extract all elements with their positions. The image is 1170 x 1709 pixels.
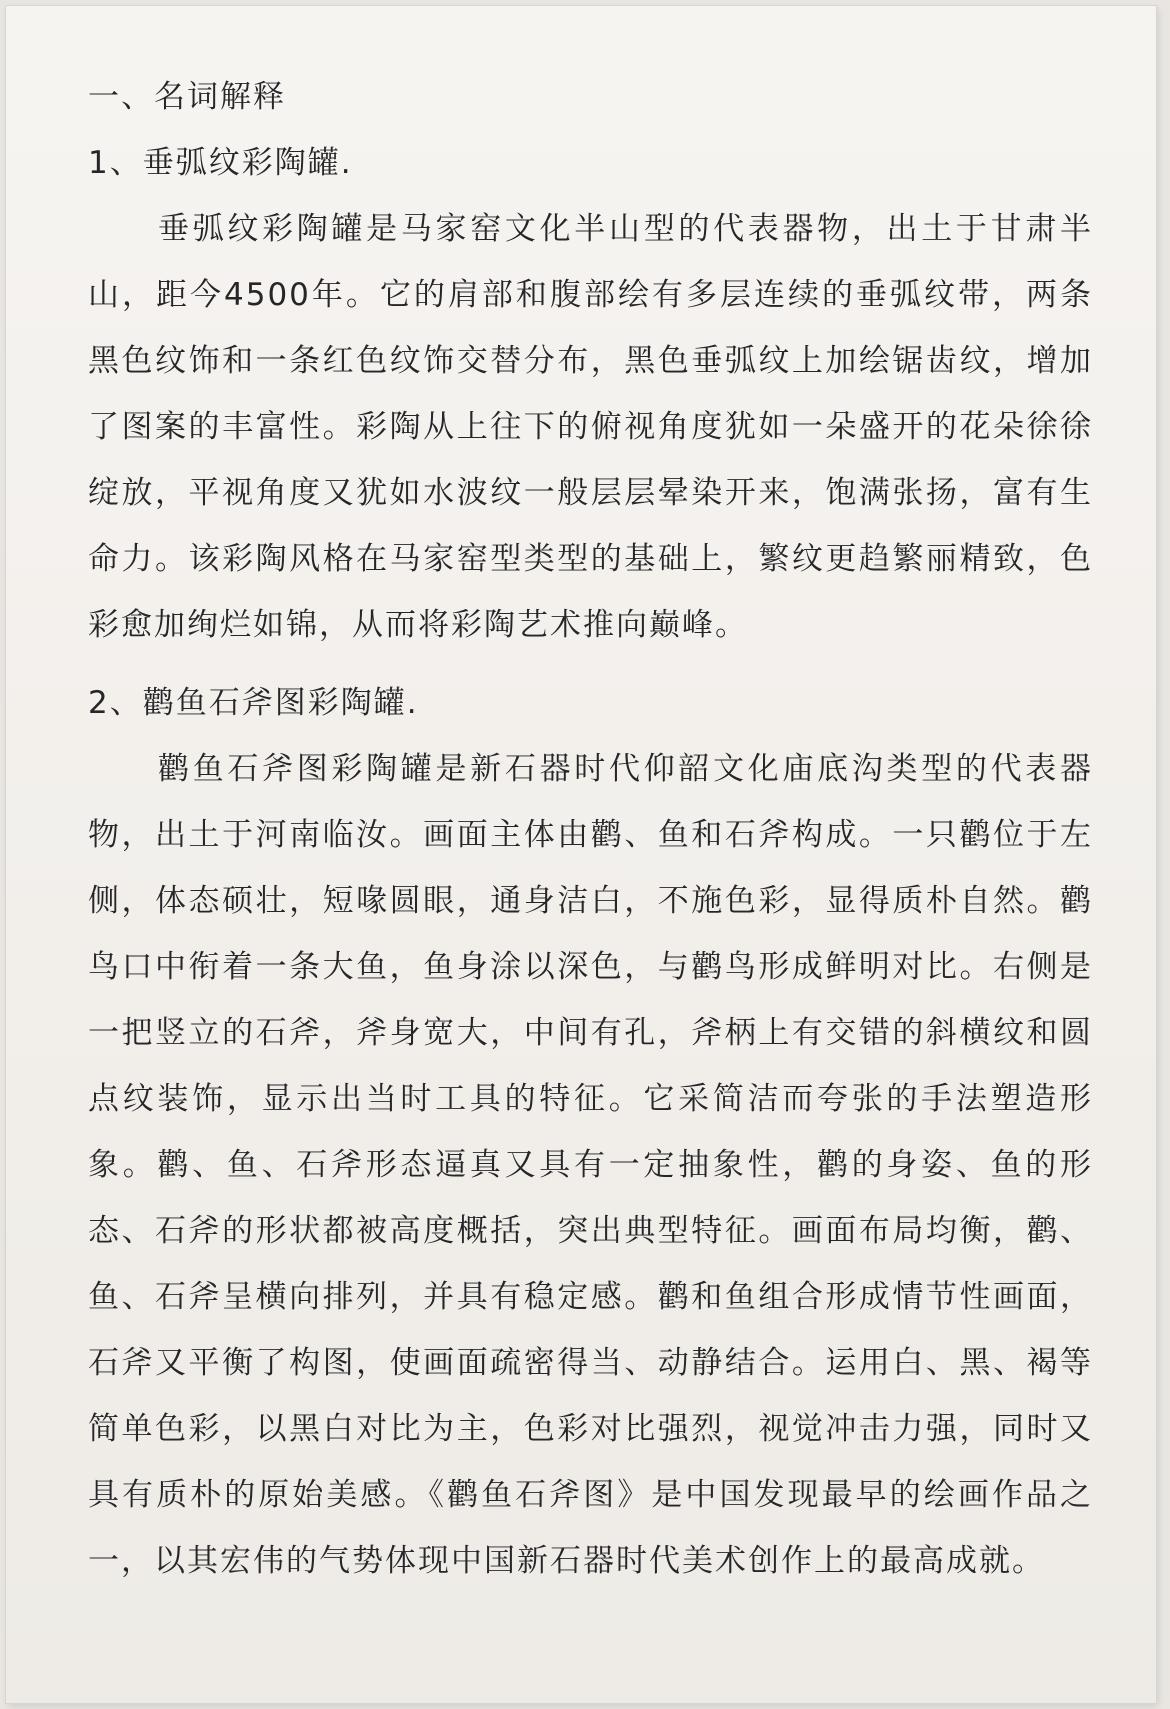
paper-sheet xyxy=(6,6,1156,1703)
section-heading: 一、名词解释 xyxy=(88,79,286,115)
item-body-1: 垂弧纹彩陶罐是马家窑文化半山型的代表器物，出土于甘肃半山，距今4500年。它的肩部和腹部绘有多层连续的垂弧纹带，两条黑色纹饰和一条红色纹饰交替分布，黑色垂弧纹上加绘锯齿纹，增加了图案的丰富性。彩陶从上往下的俯视角度犹如一朵盛开的花朵徐徐绽放，平视角度又犹如水波纹一般层层晕染开来，饱满张扬，富有生命力。该彩陶风格在马家窑型类型的基础上，繁纹更趋繁丽精致，色彩愈加绚烂如锦，从而将彩陶艺术推向巅峰。 xyxy=(88,211,1093,643)
item-title-1: 1、垂弧纹彩陶罐. xyxy=(88,145,353,181)
item-body-2: 鹳鱼石斧图彩陶罐是新石器时代仰韶文化庙底沟类型的代表器物，出土于河南临汝。画面主体由鹳、鱼和石斧构成。一只鹳位于左侧，体态硕壮，短喙圆眼，通身洁白，不施色彩，显得质朴自然。鹳鸟口中衔着一条大鱼，鱼身涂以深色，与鹳鸟形成鲜明对比。右侧是一把竖立的石斧，斧身宽大，中间有孔，斧柄上有交错的斜横纹和圆点纹装饰，显示出当时工具的特征。它采简洁而夸张的手法塑造形象。鹳、鱼、石斧形态逼真又具有一定抽象性，鹳的身姿、鱼的形态、石斧的形状都被高度概括，突出典型特征。画面布局均衡，鹳、鱼、石斧呈横向排列，并具有稳定感。鹳和鱼组合形成情节性画面，石斧又平衡了构图，使画面疏密得当、动静结合。运用白、黑、褐等简单色彩，以黑白对比为主，色彩对比强烈，视觉冲击力强，同时又具有质朴的原始美感。《鹳鱼石斧图》是中国发现最早的绘画作品之一，以其宏伟的气势体现中国新石器时代美术创作上的最高成就。 xyxy=(88,751,1093,1579)
handwritten-notes xyxy=(88,64,1093,1594)
paragraph-gap xyxy=(88,658,1093,670)
item-title-2: 2、鹳鱼石斧图彩陶罐. xyxy=(88,685,419,721)
